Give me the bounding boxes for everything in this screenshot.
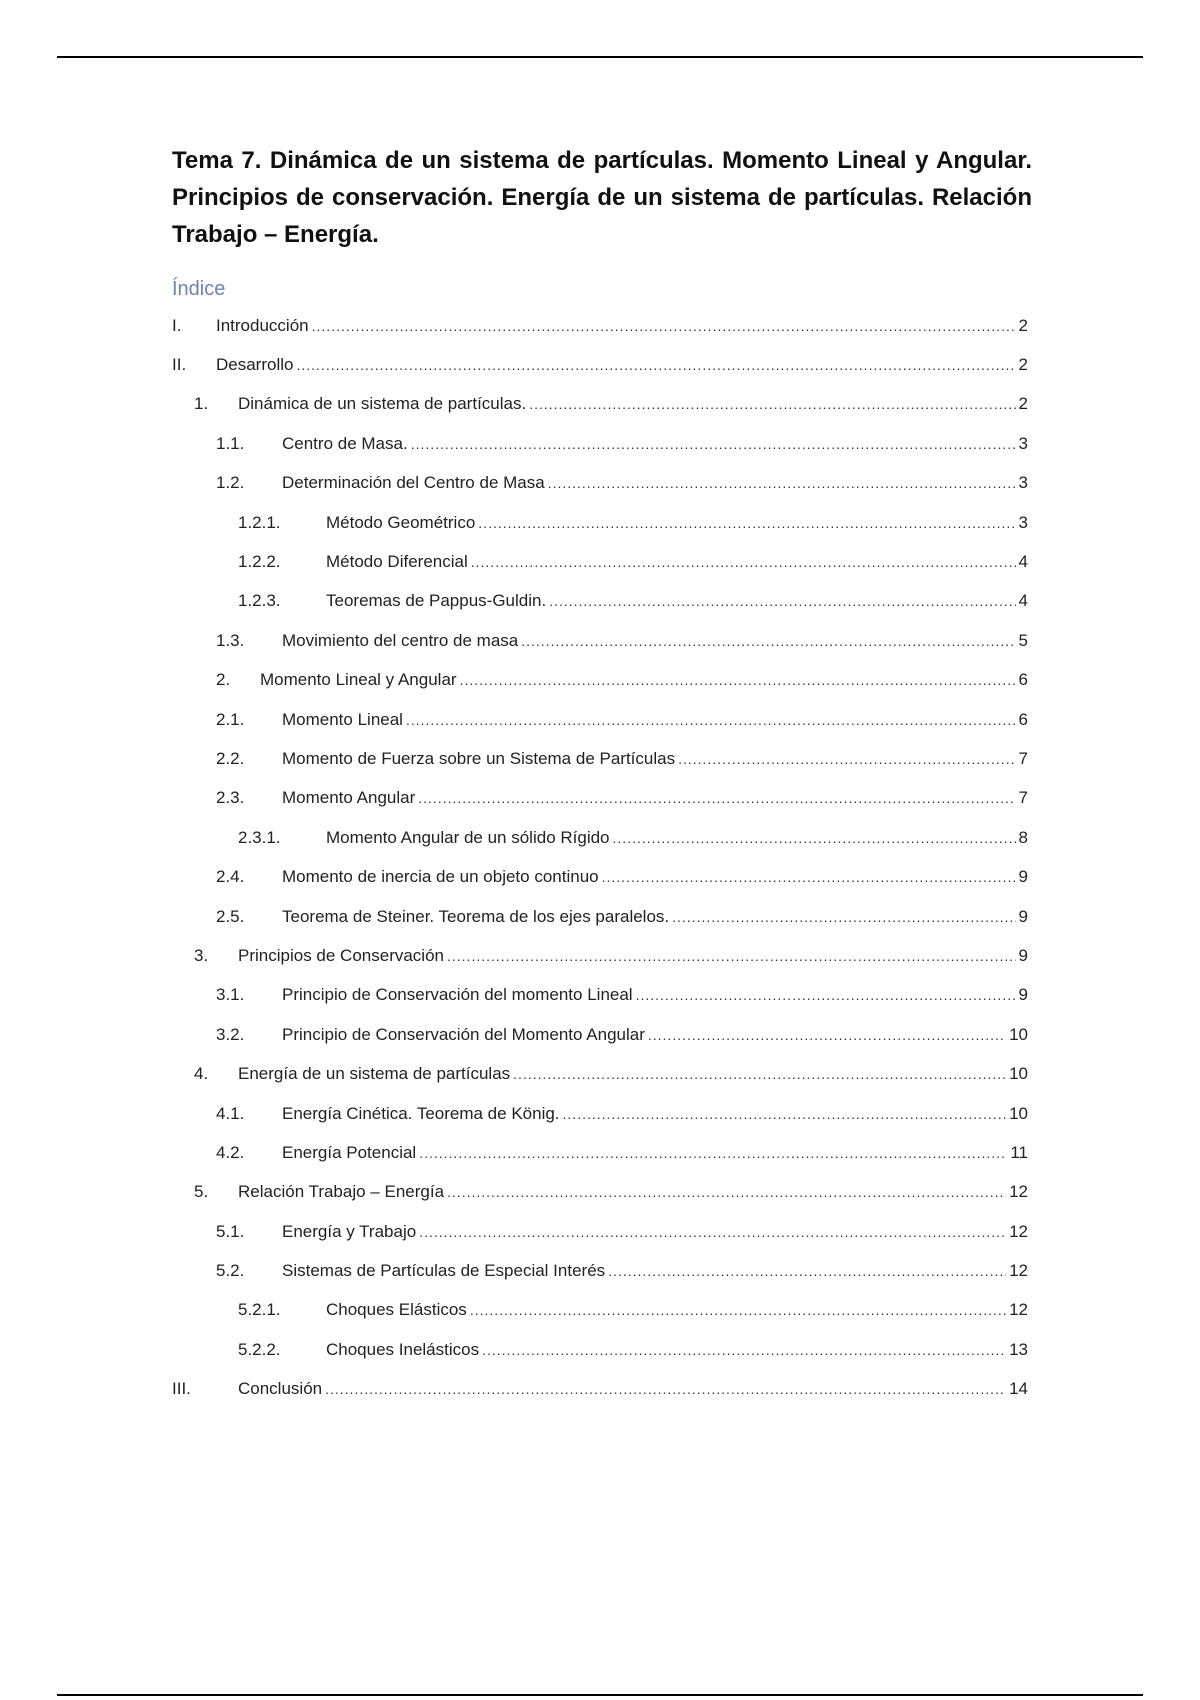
toc-entry-number: 2.2. bbox=[216, 748, 245, 768]
toc-entry-label: Momento Angular bbox=[282, 788, 416, 808]
toc-leader-dots bbox=[478, 515, 1015, 531]
toc-entry-number: 1.2. bbox=[216, 473, 245, 493]
toc-entry-conclusion[interactable] bbox=[172, 1370, 1028, 1409]
toc-entry-label: Choques Elásticos bbox=[326, 1300, 467, 1320]
toc-entry-label: Método Diferencial bbox=[326, 552, 468, 572]
toc-entry-3-1[interactable] bbox=[172, 976, 1028, 1015]
toc-entry-label: Conclusión bbox=[238, 1379, 323, 1399]
toc-entry-number: 5.2. bbox=[216, 1261, 245, 1281]
toc-entry-1[interactable] bbox=[172, 385, 1028, 424]
toc-entry-page: 2 bbox=[1018, 394, 1028, 414]
toc-entry-label: Teoremas de Pappus-Guldin. bbox=[326, 591, 547, 611]
toc-entry-page: 13 bbox=[1009, 1339, 1028, 1359]
toc-leader-dots bbox=[447, 948, 1016, 964]
toc-leader-dots bbox=[447, 1184, 1006, 1200]
toc-entry-number: 3.2. bbox=[216, 1024, 245, 1044]
toc-entry-number: III. bbox=[172, 1379, 191, 1399]
toc-entry-5-2[interactable] bbox=[172, 1251, 1028, 1290]
toc-entry-page: 10 bbox=[1009, 1103, 1028, 1123]
toc-entry-1-2[interactable] bbox=[172, 464, 1028, 503]
toc-entry-label: Momento Lineal bbox=[282, 709, 403, 729]
toc-leader-dots bbox=[411, 436, 1016, 452]
toc-heading: Índice bbox=[172, 278, 226, 300]
toc-entry-label: Determinación del Centro de Masa bbox=[282, 473, 545, 493]
footer-rule bbox=[57, 1694, 1143, 1696]
toc-entry-number: 4.2. bbox=[216, 1142, 245, 1162]
toc-entry-page: 2 bbox=[1018, 355, 1028, 375]
toc-leader-dots bbox=[602, 869, 1016, 885]
table-of-contents bbox=[172, 306, 1028, 1409]
toc-entry-page: 8 bbox=[1018, 827, 1028, 847]
toc-entry-2[interactable] bbox=[172, 661, 1028, 700]
document-title: Tema 7. Dinámica de un sistema de partículas. Momento Lineal y Angular. Principios de conservación. Energía de un sistema de partículas. Relación Trabajo – Energía. bbox=[172, 147, 1032, 248]
toc-entry-page: 12 bbox=[1009, 1261, 1028, 1281]
toc-entry-page: 14 bbox=[1009, 1379, 1028, 1399]
toc-entry-label: Dinámica de un sistema de partículas. bbox=[238, 394, 527, 414]
toc-entry-number: 1.2.2. bbox=[238, 552, 281, 572]
toc-entry-page: 2 bbox=[1018, 315, 1028, 335]
toc-leader-dots bbox=[648, 1027, 1006, 1043]
toc-entry-label: Teorema de Steiner. Teorema de los ejes paralelos. bbox=[282, 906, 670, 926]
toc-entry-desarrollo[interactable] bbox=[172, 345, 1028, 384]
toc-entry-1-2-2[interactable] bbox=[172, 542, 1028, 581]
toc-entry-2-1[interactable] bbox=[172, 700, 1028, 739]
toc-leader-dots bbox=[470, 1302, 1006, 1318]
toc-entry-label: Movimiento del centro de masa bbox=[282, 630, 519, 650]
toc-entry-2-3[interactable] bbox=[172, 779, 1028, 818]
toc-leader-dots bbox=[471, 554, 1016, 570]
toc-entry-page: 9 bbox=[1018, 867, 1028, 887]
toc-entry-page: 7 bbox=[1018, 788, 1028, 808]
toc-entry-number: 2.3. bbox=[216, 788, 245, 808]
toc-entry-3[interactable] bbox=[172, 936, 1028, 975]
toc-entry-1-2-1[interactable] bbox=[172, 503, 1028, 542]
toc-leader-dots bbox=[521, 633, 1015, 649]
header-rule bbox=[57, 56, 1143, 58]
toc-entry-page: 10 bbox=[1009, 1064, 1028, 1084]
toc-entry-label: Momento Lineal y Angular bbox=[260, 670, 457, 690]
toc-leader-dots bbox=[513, 1066, 1006, 1082]
toc-entry-number: 5.2.2. bbox=[238, 1339, 281, 1359]
toc-entry-label: Principios de Conservación bbox=[238, 945, 444, 965]
toc-leader-dots bbox=[406, 712, 1016, 728]
toc-leader-dots bbox=[613, 830, 1016, 846]
toc-entry-4-1[interactable] bbox=[172, 1094, 1028, 1133]
toc-entry-4[interactable] bbox=[172, 1054, 1028, 1093]
toc-entry-label: Momento de Fuerza sobre un Sistema de Partículas bbox=[282, 748, 676, 768]
toc-entry-label: Relación Trabajo – Energía bbox=[238, 1182, 445, 1202]
toc-entry-label: Principio de Conservación del Momento Angular bbox=[282, 1024, 645, 1044]
toc-leader-dots bbox=[548, 475, 1016, 491]
toc-entry-2-3-1[interactable] bbox=[172, 818, 1028, 857]
toc-entry-label: Choques Inelásticos bbox=[326, 1339, 480, 1359]
toc-entry-introduccion[interactable] bbox=[172, 306, 1028, 345]
toc-entry-page: 3 bbox=[1018, 473, 1028, 493]
toc-entry-number: 4. bbox=[194, 1064, 209, 1084]
toc-entry-number: 5. bbox=[194, 1182, 209, 1202]
toc-entry-label: Energía y Trabajo bbox=[282, 1221, 417, 1241]
toc-leader-dots bbox=[563, 1106, 1007, 1122]
toc-entry-label: Energía de un sistema de partículas bbox=[238, 1064, 511, 1084]
toc-entry-1-2-3[interactable] bbox=[172, 582, 1028, 621]
toc-entry-5-1[interactable] bbox=[172, 1212, 1028, 1251]
toc-entry-label: Energía Cinética. Teorema de König. bbox=[282, 1103, 560, 1123]
toc-entry-number: 2.1. bbox=[216, 709, 245, 729]
toc-entry-number: 5.1. bbox=[216, 1221, 245, 1241]
toc-leader-dots bbox=[296, 357, 1015, 373]
toc-leader-dots bbox=[678, 751, 1015, 767]
toc-entry-label: Método Geométrico bbox=[326, 512, 476, 532]
toc-entry-page: 11 bbox=[1010, 1142, 1028, 1162]
toc-entry-page: 7 bbox=[1018, 748, 1028, 768]
toc-entry-label: Sistemas de Partículas de Especial Interés bbox=[282, 1261, 606, 1281]
toc-entry-page: 12 bbox=[1009, 1182, 1028, 1202]
toc-entry-label: Centro de Masa. bbox=[282, 433, 408, 453]
toc-entry-label: Momento Angular de un sólido Rígido bbox=[326, 827, 610, 847]
toc-entry-number: 2.5. bbox=[216, 906, 245, 926]
toc-entry-number: 1. bbox=[194, 394, 209, 414]
toc-entry-2-4[interactable] bbox=[172, 857, 1028, 896]
toc-entry-page: 4 bbox=[1018, 591, 1028, 611]
toc-entry-page: 5 bbox=[1018, 630, 1028, 650]
toc-entry-number: 2.3.1. bbox=[238, 827, 281, 847]
toc-entry-number: 1.3. bbox=[216, 630, 245, 650]
toc-entry-page: 4 bbox=[1018, 552, 1028, 572]
toc-leader-dots bbox=[672, 909, 1015, 925]
toc-entry-number: 2.4. bbox=[216, 867, 245, 887]
toc-leader-dots bbox=[482, 1342, 1006, 1358]
toc-entry-number: 5.2.1. bbox=[238, 1300, 281, 1320]
toc-leader-dots bbox=[312, 318, 1016, 334]
toc-leader-dots bbox=[636, 987, 1016, 1003]
toc-entry-label: Momento de inercia de un objeto continuo bbox=[282, 867, 599, 887]
toc-leader-dots bbox=[419, 1145, 1007, 1161]
toc-entry-label: Desarrollo bbox=[216, 355, 294, 375]
toc-leader-dots bbox=[460, 672, 1016, 688]
toc-entry-2-5[interactable] bbox=[172, 897, 1028, 936]
toc-entry-4-2[interactable] bbox=[172, 1133, 1028, 1172]
toc-leader-dots bbox=[325, 1381, 1006, 1397]
toc-leader-dots bbox=[608, 1263, 1006, 1279]
toc-entry-number: 4.1. bbox=[216, 1103, 245, 1123]
toc-leader-dots bbox=[529, 396, 1015, 412]
toc-entry-1-1[interactable] bbox=[172, 424, 1028, 463]
toc-entry-5[interactable] bbox=[172, 1173, 1028, 1212]
toc-leader-dots bbox=[419, 1224, 1006, 1240]
toc-entry-page: 3 bbox=[1018, 512, 1028, 532]
toc-entry-page: 10 bbox=[1009, 1024, 1028, 1044]
toc-entry-page: 9 bbox=[1018, 906, 1028, 926]
toc-entry-label: Introducción bbox=[216, 315, 309, 335]
toc-entry-1-3[interactable] bbox=[172, 621, 1028, 660]
toc-entry-3-2[interactable] bbox=[172, 1015, 1028, 1054]
toc-entry-page: 3 bbox=[1018, 433, 1028, 453]
toc-entry-5-2-1[interactable] bbox=[172, 1291, 1028, 1330]
toc-entry-number: 1.1. bbox=[216, 433, 245, 453]
toc-entry-page: 9 bbox=[1018, 945, 1028, 965]
toc-entry-number: 2. bbox=[216, 670, 231, 690]
toc-entry-number: 1.2.3. bbox=[238, 591, 281, 611]
toc-entry-page: 9 bbox=[1018, 985, 1028, 1005]
toc-entry-number: 1.2.1. bbox=[238, 512, 281, 532]
toc-entry-number: II. bbox=[172, 355, 187, 375]
toc-entry-page: 12 bbox=[1009, 1221, 1028, 1241]
toc-entry-label: Energía Potencial bbox=[282, 1142, 417, 1162]
toc-entry-page: 6 bbox=[1018, 670, 1028, 690]
toc-entry-5-2-2[interactable] bbox=[172, 1330, 1028, 1369]
toc-entry-label: Principio de Conservación del momento Lineal bbox=[282, 985, 633, 1005]
toc-leader-dots bbox=[418, 790, 1015, 806]
toc-entry-2-2[interactable] bbox=[172, 739, 1028, 778]
toc-entry-number: 3. bbox=[194, 945, 209, 965]
toc-entry-page: 6 bbox=[1018, 709, 1028, 729]
toc-entry-number: I. bbox=[172, 315, 182, 335]
toc-entry-page: 12 bbox=[1009, 1300, 1028, 1320]
toc-leader-dots bbox=[549, 593, 1015, 609]
toc-entry-number: 3.1. bbox=[216, 985, 245, 1005]
